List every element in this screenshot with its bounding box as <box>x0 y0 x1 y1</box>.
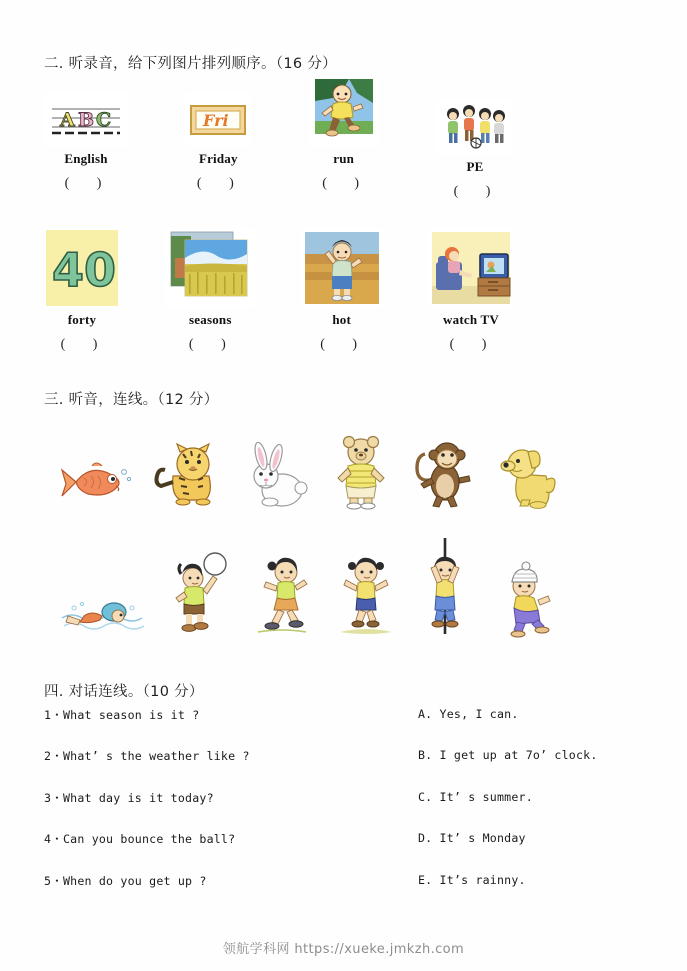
svg-text:A: A <box>60 109 75 131</box>
footer-watermark: 领航学科网 https://xueke.jmkzh.com <box>222 942 465 957</box>
picture-label: watch TV <box>443 312 499 327</box>
running-girl-icon[interactable] <box>252 552 314 638</box>
skating-boy-icon[interactable] <box>494 558 558 638</box>
dialogue-question-1[interactable]: 1・What season is it ? <box>44 708 200 722</box>
picture-item-hot[interactable] <box>301 228 383 353</box>
fish-icon[interactable] <box>58 452 134 510</box>
children-pe-icon <box>436 100 514 155</box>
abc-letters-icon <box>44 92 128 147</box>
rabbit-icon[interactable] <box>244 442 310 510</box>
bear-icon[interactable] <box>330 434 392 510</box>
boy-running-icon <box>309 77 379 147</box>
dog-icon[interactable] <box>492 444 558 510</box>
dialogue-question-3[interactable]: 3・What day is it today? <box>44 791 214 805</box>
svg-text:B: B <box>78 109 95 131</box>
matching-row-actions <box>58 548 558 638</box>
friday-frame-icon <box>185 92 251 147</box>
photo-stack-seasons-icon <box>165 228 255 308</box>
answer-bracket[interactable]: ( ) <box>196 176 246 191</box>
section-three-heading: 三. 听音，连线。（12 分） <box>44 392 219 408</box>
dialogue-answer-a[interactable]: A. Yes, I can. <box>418 707 519 721</box>
dialogue-question-5[interactable]: 5・When do you get up ? <box>44 874 207 888</box>
tiger-icon[interactable] <box>153 438 225 510</box>
girl-watching-tv-icon <box>428 228 514 308</box>
picture-order-row-1 <box>44 92 514 200</box>
svg-text:40: 40 <box>52 243 117 297</box>
picture-label: English <box>64 151 108 166</box>
dialogue-answer-c[interactable]: C. It’ s summer. <box>418 790 533 804</box>
picture-label: Friday <box>198 151 238 166</box>
picture-label: seasons <box>189 312 232 327</box>
dialogue-answer-d[interactable]: D. It’ s Monday <box>418 831 526 845</box>
answer-bracket[interactable]: ( ) <box>322 176 372 191</box>
playing-ball-icon[interactable] <box>171 552 231 638</box>
picture-label: run <box>333 151 355 166</box>
answer-bracket[interactable]: ( ) <box>453 184 503 199</box>
answer-bracket[interactable]: ( ) <box>320 337 370 352</box>
dialogue-answer-b[interactable]: B. I get up at 7o’ clock. <box>418 748 598 762</box>
dialogue-question-2[interactable]: 2・What’ s the weather like ? <box>44 749 250 763</box>
answer-bracket[interactable]: ( ) <box>449 337 499 352</box>
answer-bracket[interactable]: ( ) <box>64 176 114 191</box>
picture-item-forty[interactable] <box>44 228 120 353</box>
dialogue-answer-e[interactable]: E. It’s rainny. <box>418 873 526 887</box>
picture-item-seasons[interactable] <box>165 228 255 353</box>
answer-bracket[interactable]: ( ) <box>188 337 238 352</box>
picture-label: hot <box>332 312 351 327</box>
svg-text:C: C <box>96 109 112 131</box>
jumping-girl-icon[interactable] <box>336 552 396 638</box>
swimming-icon[interactable] <box>58 586 150 638</box>
picture-item-friday[interactable] <box>185 92 251 200</box>
svg-text:Fri: Fri <box>203 111 229 130</box>
climbing-rope-icon[interactable] <box>417 538 473 634</box>
picture-item-english[interactable] <box>44 92 128 200</box>
picture-item-run[interactable] <box>309 92 379 200</box>
boy-hot-desert-icon <box>301 228 383 308</box>
picture-label: PE <box>466 159 484 174</box>
picture-item-pe[interactable] <box>436 92 514 200</box>
picture-order-row-2 <box>44 228 514 353</box>
picture-item-watch-tv[interactable] <box>428 228 514 353</box>
matching-row-animals <box>58 430 558 510</box>
dialogue-question-4[interactable]: 4・Can you bounce the ball? <box>44 832 236 846</box>
section-two-heading: 二. 听录音，给下列图片排列顺序。（16 分） <box>44 56 337 72</box>
answer-bracket[interactable]: ( ) <box>60 337 110 352</box>
number-forty-icon <box>44 228 120 308</box>
picture-label: forty <box>67 312 97 327</box>
section-four-heading: 四. 对话连线。（10 分） <box>44 684 204 700</box>
monkey-icon[interactable] <box>411 438 473 510</box>
